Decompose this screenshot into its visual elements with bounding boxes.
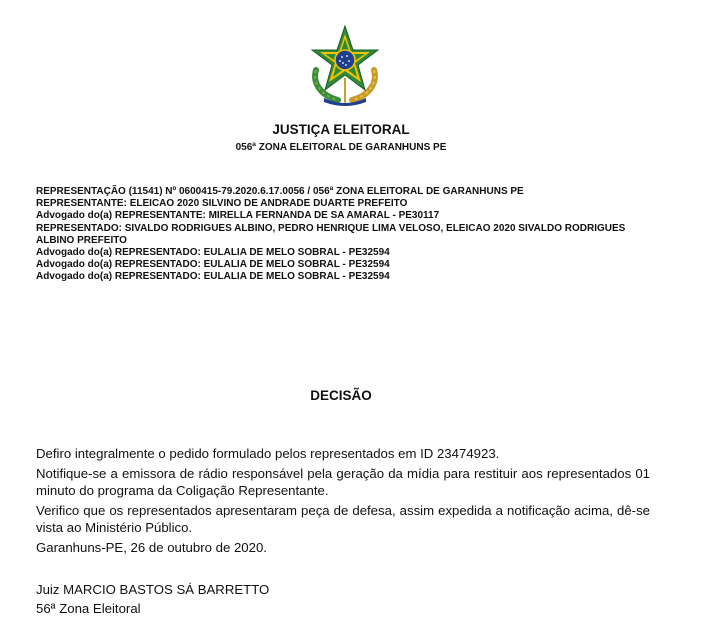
party-line: Advogado do(a) REPRESENTADO: EULALIA DE MELO SOBRAL - PE32594	[36, 259, 390, 271]
brazil-coat-of-arms-icon	[306, 24, 384, 106]
party-line: REPRESENTAÇÃO (11541) Nº 0600415-79.2020.6.17.0056 / 056ª ZONA ELEITORAL DE GARANHUNS PE	[36, 186, 524, 197]
judge-name: Juiz MARCIO BASTOS SÁ BARRETTO	[36, 582, 270, 597]
party-line: Advogado do(a) REPRESENTADO: EULALIA DE MELO SOBRAL - PE32594	[36, 247, 390, 259]
parties-block	[36, 186, 666, 284]
decision-paragraph: Verifico que os representados apresentaram peça de defesa, assim expedida a notificação acima, dê-se vista ao Ministério Público.	[36, 503, 650, 535]
decision-paragraph: Defiro integralmente o pedido formulado pelos representados em ID 23474923.	[36, 446, 500, 461]
decision-body	[36, 446, 650, 560]
party-line: Advogado do(a) REPRESENTANTE: MIRELLA FERNANDA DE SA AMARAL - PE30117	[36, 210, 440, 222]
court-title: JUSTIÇA ELEITORAL	[272, 122, 410, 137]
judge-zone: 56ª Zona Eleitoral	[36, 601, 141, 616]
party-line: REPRESENTANTE: ELEICAO 2020 SILVINO DE ANDRADE DUARTE PREFEITO	[36, 198, 408, 210]
zone-title: 056ª ZONA ELEITORAL DE GARANHUNS PE	[235, 142, 447, 153]
signature-block	[36, 580, 269, 618]
decision-title: DECISÃO	[310, 388, 372, 403]
party-line: Advogado do(a) REPRESENTADO: EULALIA DE MELO SOBRAL - PE32594	[36, 271, 390, 283]
party-line: REPRESENTADO: SIVALDO RODRIGUES ALBINO, PEDRO HENRIQUE LIMA VELOSO, ELEICAO 2020 SIVALDO RODRIGUES ALBINO PREFEITO	[36, 222, 626, 246]
decision-date: Garanhuns-PE, 26 de outubro de 2020.	[36, 540, 267, 556]
decision-paragraph: Notifique-se a emissora de rádio responsável pela geração da mídia para restituir aos representados 01 minuto do programa da Coligação Representante.	[36, 466, 650, 498]
